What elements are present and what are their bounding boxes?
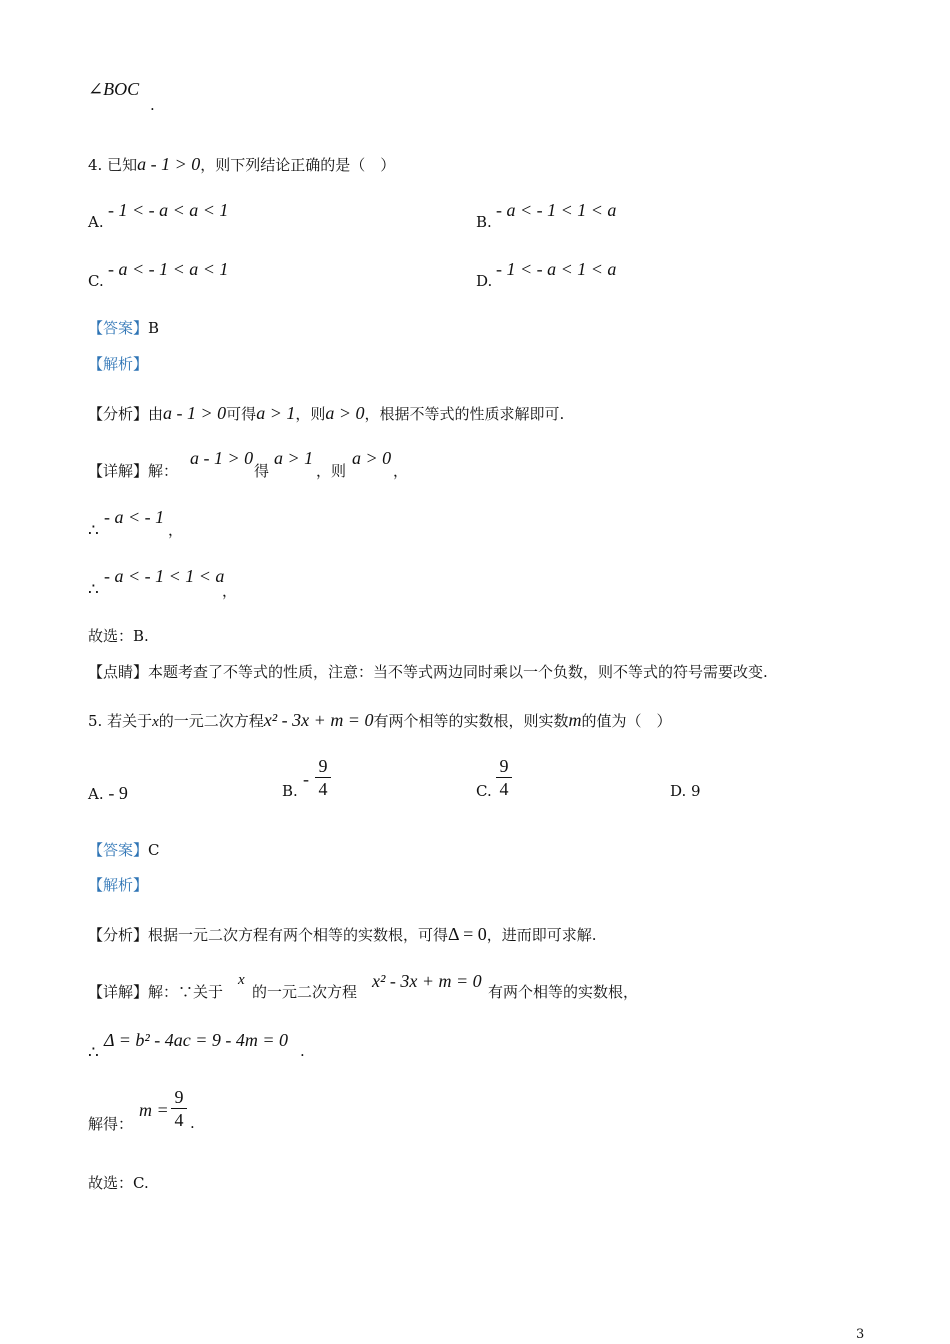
q4-detail-tag-line bbox=[88, 464, 178, 479]
q5-step1-end: . bbox=[300, 1042, 305, 1060]
fraction-bar bbox=[171, 1108, 187, 1109]
q4-detail-tag: 【详解】 bbox=[88, 462, 149, 480]
q5-answer bbox=[88, 843, 160, 858]
q5-option-c-label: C. bbox=[476, 782, 492, 800]
q5-step1-therefore: ∴ bbox=[88, 1043, 99, 1063]
q5-stem-t4: 的值为（ ） bbox=[581, 712, 672, 730]
q4-option-d-math: - 1 < - a < 1 < a bbox=[496, 259, 617, 279]
q4-analysis bbox=[88, 404, 564, 422]
q5-detail-eq: x² - 3x + m = 0 bbox=[372, 971, 482, 991]
q5-stem-m: m bbox=[568, 710, 582, 730]
q5-analysis-t2: ，进而即可求解. bbox=[486, 926, 597, 944]
q5-option-c-fraction bbox=[496, 757, 512, 798]
q5-solve-end: . bbox=[190, 1114, 195, 1132]
q4-answer-value: B bbox=[148, 319, 160, 337]
q4-stem-post: ，则下列结论正确的是（ ） bbox=[200, 156, 396, 174]
q4-option-a-label: A. bbox=[88, 213, 104, 231]
q5-stem-x: x bbox=[152, 714, 159, 730]
q5-option-b-denominator: 4 bbox=[318, 779, 328, 799]
q5-detail-t1: 解：∵关于 bbox=[148, 983, 224, 1001]
q5-option-b-fraction bbox=[315, 757, 331, 798]
q5-option-d-label: D. bbox=[670, 782, 687, 800]
q4-analysis-t1: 由 bbox=[148, 405, 164, 423]
q5-detail-x: x bbox=[238, 972, 245, 988]
q5-option-a-value: - 9 bbox=[108, 783, 128, 803]
q4-step1-therefore: ∴ bbox=[88, 521, 99, 541]
q4-option-b-math: - a < - 1 < 1 < a bbox=[496, 200, 617, 220]
q4-option-c-math: - a < - 1 < a < 1 bbox=[108, 259, 229, 279]
q4-option-b-label: B. bbox=[476, 213, 492, 231]
q4-jiexi-tag: 【解析】 bbox=[88, 355, 149, 373]
q5-option-a bbox=[88, 784, 128, 802]
q4-comment bbox=[88, 665, 768, 680]
q4-step1-end: ， bbox=[168, 521, 184, 539]
q5-detail-t3: 有两个相等的实数根， bbox=[488, 983, 639, 1001]
q5-answer-value: C bbox=[148, 841, 160, 859]
q5-stem-t3: 有两个相等的实数根，则实数 bbox=[373, 712, 569, 730]
q4-option-a-math: - 1 < - a < a < 1 bbox=[108, 200, 229, 220]
q5-option-c-denominator: 4 bbox=[499, 779, 509, 799]
q5-stem bbox=[88, 711, 672, 730]
q5-detail-tag: 【详解】 bbox=[88, 983, 149, 1001]
q4-step2-therefore: ∴ bbox=[88, 580, 99, 600]
q4-number: 4. bbox=[88, 156, 103, 174]
q5-solve-numerator: 9 bbox=[174, 1087, 184, 1107]
q4-detail-t2: 得 bbox=[254, 462, 270, 480]
q5-detail-t2: 的一元二次方程 bbox=[252, 983, 358, 1001]
q4-analysis-m3: a > 0 bbox=[325, 403, 365, 423]
q4-analysis-t2: 可得 bbox=[226, 405, 257, 423]
q4-detail-t4: ， bbox=[393, 462, 409, 480]
q5-analysis-t1: 根据一元二次方程有两个相等的实数根，可得 bbox=[148, 926, 449, 944]
q4-comment-text: 本题考查了不等式的性质，注意：当不等式两边同时乘以一个负数，则不等式的符号需要改变. bbox=[148, 663, 768, 681]
angle-dot: . bbox=[150, 96, 155, 114]
q4-detail-m3: a > 0 bbox=[352, 448, 392, 468]
q5-stem-t2: 的一元二次方程 bbox=[158, 712, 264, 730]
q5-solve-text: 解得： bbox=[88, 1115, 134, 1133]
q4-analysis-m2: a > 1 bbox=[256, 403, 296, 423]
q4-detail-t1: 解： bbox=[148, 462, 179, 480]
q5-solve-fraction bbox=[171, 1088, 187, 1129]
q4-step1-math: - a < - 1 bbox=[104, 507, 165, 527]
q5-option-c-numerator: 9 bbox=[499, 756, 509, 776]
q4-analysis-t3: ，则 bbox=[295, 405, 326, 423]
q5-conclusion: 故选：C. bbox=[88, 1174, 149, 1192]
q4-option-d-label: D. bbox=[476, 272, 493, 290]
q5-option-a-label: A. bbox=[88, 785, 104, 803]
q4-option-c-label: C. bbox=[88, 272, 104, 290]
q4-comment-tag: 【点睛】 bbox=[88, 663, 149, 681]
q4-stem-pre: 已知 bbox=[107, 156, 138, 174]
q5-answer-tag: 【答案】 bbox=[88, 841, 149, 859]
fraction-bar bbox=[496, 777, 512, 778]
q4-detail-t3: ，则 bbox=[316, 462, 347, 480]
q5-option-d bbox=[670, 784, 701, 799]
q4-step2-end: ， bbox=[222, 582, 238, 600]
q5-number: 5. bbox=[88, 712, 103, 730]
q5-option-d-value: 9 bbox=[691, 782, 701, 800]
q5-option-b-numerator: 9 bbox=[318, 756, 328, 776]
q5-jiexi-tag: 【解析】 bbox=[88, 876, 149, 894]
q4-analysis-tag: 【分析】 bbox=[88, 405, 149, 423]
q5-step1-math: Δ = b² - 4ac = 9 - 4m = 0 bbox=[104, 1030, 289, 1050]
q4-detail-m1: a - 1 > 0 bbox=[190, 448, 254, 468]
angle-boc: ∠BOC bbox=[88, 79, 140, 99]
fraction-bar bbox=[315, 777, 331, 778]
q4-answer bbox=[88, 321, 159, 336]
q4-conclusion: 故选：B. bbox=[88, 627, 149, 645]
q5-solve-denominator: 4 bbox=[174, 1110, 184, 1130]
q5-detail-start bbox=[88, 985, 223, 1000]
q5-option-b-label: B. bbox=[282, 782, 298, 800]
q5-analysis-tag: 【分析】 bbox=[88, 926, 149, 944]
q4-analysis-t4: ，根据不等式的性质求解即可. bbox=[364, 405, 565, 423]
page-number: 3 bbox=[856, 1327, 865, 1342]
q4-detail-m2: a > 1 bbox=[274, 448, 314, 468]
q5-analysis bbox=[88, 925, 597, 943]
q5-analysis-math: Δ = 0 bbox=[448, 924, 487, 944]
q5-option-b-sign: - bbox=[303, 769, 309, 789]
q5-solve-lhs: m = bbox=[139, 1100, 169, 1120]
q4-stem-math: a - 1 > 0 bbox=[137, 154, 201, 174]
q4-step2-math: - a < - 1 < 1 < a bbox=[104, 566, 225, 586]
q5-stem-eq: x² - 3x + m = 0 bbox=[263, 710, 374, 730]
q4-analysis-m1: a - 1 > 0 bbox=[163, 403, 227, 423]
q4-answer-tag: 【答案】 bbox=[88, 319, 149, 337]
q4-stem bbox=[88, 155, 395, 173]
q5-stem-t1: 若关于 bbox=[107, 712, 153, 730]
